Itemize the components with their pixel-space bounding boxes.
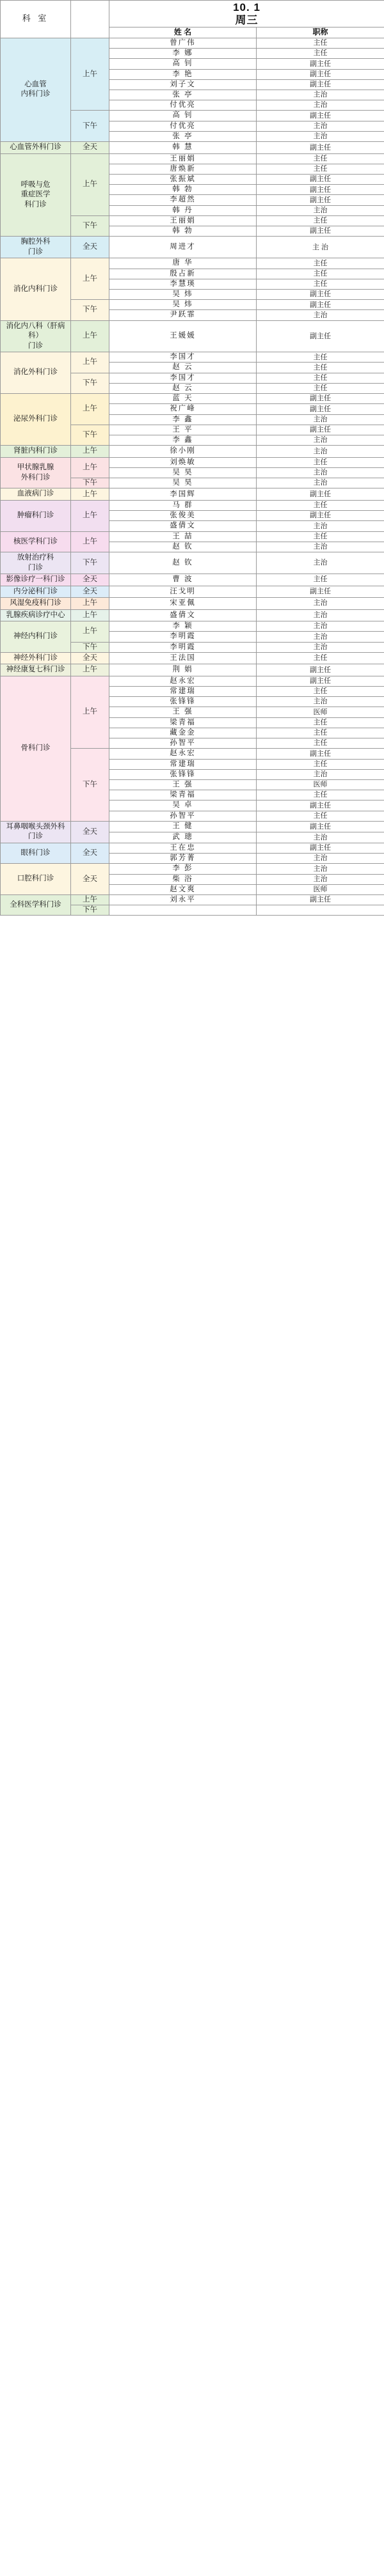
department-cell: 甲状腺乳腺 外科门诊	[1, 457, 71, 488]
header-title-col: 职称	[257, 27, 384, 38]
session-cell: 下午	[71, 215, 109, 236]
table-row	[1, 894, 384, 905]
doctor-name-cell: 王丽娟	[109, 215, 257, 226]
doctor-title-cell: 主治	[257, 205, 384, 215]
doctor-name-cell: 李 鑫	[109, 414, 257, 425]
department-cell: 胸腔外科 门诊	[1, 237, 71, 258]
table-row	[1, 320, 384, 352]
doctor-name-cell: 荆 娟	[109, 664, 257, 676]
doctor-name-cell: 郭芳菁	[109, 854, 257, 864]
session-cell: 下午	[71, 905, 109, 916]
table-row	[1, 258, 384, 269]
doctor-title-cell: 副主任	[257, 142, 384, 154]
session-cell: 上午	[71, 500, 109, 531]
doctor-title-cell: 主任	[257, 352, 384, 363]
doctor-name-cell: 李国才	[109, 373, 257, 383]
doctor-name-cell: 刘焕敏	[109, 457, 257, 467]
doctor-title-cell: 主治	[257, 90, 384, 100]
table-row	[1, 864, 384, 874]
header-session-spacer	[71, 1, 109, 38]
doctor-name-cell	[109, 905, 257, 916]
doctor-name-cell: 武 璁	[109, 832, 257, 843]
doctor-title-cell: 主任	[257, 728, 384, 738]
table-header-row	[1, 1, 384, 27]
doctor-name-cell: 梁青福	[109, 717, 257, 728]
department-cell: 放射治疗科 门诊	[1, 552, 71, 574]
doctor-name-cell: 王 喆	[109, 531, 257, 542]
doctor-name-cell: 赵 钦	[109, 542, 257, 552]
department-cell: 心血管 内科门诊	[1, 38, 71, 141]
doctor-title-cell: 主任	[257, 49, 384, 59]
session-cell: 上午	[71, 621, 109, 642]
doctor-title-cell: 主治	[257, 131, 384, 141]
doctor-name-cell: 盛倩文	[109, 609, 257, 621]
session-cell: 全天	[71, 574, 109, 586]
session-cell: 上午	[71, 457, 109, 478]
doctor-name-cell: 王 健	[109, 821, 257, 832]
doctor-name-cell: 常建瑞	[109, 686, 257, 696]
doctor-name-cell: 吴 昊	[109, 478, 257, 488]
doctor-name-cell: 刘永平	[109, 894, 257, 905]
doctor-title-cell: 主治	[257, 414, 384, 425]
department-cell: 口腔科门诊	[1, 864, 71, 895]
doctor-name-cell: 韩 勃	[109, 226, 257, 237]
doctor-name-cell: 韩 丹	[109, 205, 257, 215]
session-cell: 下午	[71, 373, 109, 393]
session-cell: 上午	[71, 352, 109, 373]
header-dept: 科 室	[1, 1, 71, 38]
doctor-title-cell: 主治	[257, 832, 384, 843]
doctor-name-cell: 王 平	[109, 425, 257, 435]
session-cell: 上午	[71, 894, 109, 905]
doctor-title-cell: 主任	[257, 164, 384, 174]
session-cell: 上午	[71, 320, 109, 352]
doctor-name-cell: 汪戈明	[109, 586, 257, 598]
table-row	[1, 586, 384, 598]
session-cell: 上午	[71, 488, 109, 501]
table-row	[1, 488, 384, 501]
doctor-title-cell: 主任	[257, 215, 384, 226]
doctor-title-cell: 副主任	[257, 111, 384, 121]
department-cell: 肿瘤科门诊	[1, 500, 71, 531]
table-row	[1, 843, 384, 853]
table-row	[1, 552, 384, 574]
doctor-title-cell: 主任	[257, 269, 384, 279]
doctor-title-cell: 主治	[257, 446, 384, 458]
doctor-name-cell: 曾广伟	[109, 38, 257, 48]
department-cell: 泌尿外科门诊	[1, 394, 71, 446]
doctor-title-cell: 副主任	[257, 664, 384, 676]
doctor-name-cell: 吴 昊	[109, 467, 257, 478]
table-row	[1, 237, 384, 258]
doctor-name-cell: 李国才	[109, 352, 257, 363]
session-cell: 上午	[71, 531, 109, 552]
doctor-name-cell: 唐 华	[109, 258, 257, 269]
doctor-name-cell: 赵文爽	[109, 884, 257, 894]
session-cell: 全天	[71, 864, 109, 895]
doctor-name-cell: 梁青福	[109, 790, 257, 800]
doctor-name-cell: 柴 浴	[109, 874, 257, 884]
doctor-title-cell: 主治	[257, 542, 384, 552]
doctor-title-cell: 主任	[257, 457, 384, 467]
doctor-title-cell: 主任	[257, 717, 384, 728]
table-row	[1, 142, 384, 154]
doctor-name-cell: 张俊美	[109, 511, 257, 521]
doctor-name-cell: 王 强	[109, 779, 257, 790]
doctor-title-cell: 主治	[257, 854, 384, 864]
doctor-title-cell: 副主任	[257, 195, 384, 205]
doctor-title-cell: 主治	[257, 521, 384, 531]
doctor-name-cell: 吴 炜	[109, 290, 257, 300]
session-cell: 下午	[71, 425, 109, 445]
table-row	[1, 609, 384, 621]
doctor-title-cell: 主任	[257, 652, 384, 664]
department-cell: 骨科门诊	[1, 676, 71, 821]
table-row	[1, 394, 384, 404]
doctor-title-cell: 主任	[257, 738, 384, 749]
session-cell: 上午	[71, 153, 109, 215]
table-row	[1, 574, 384, 586]
doctor-title-cell: 主治	[257, 552, 384, 574]
doctor-title-cell: 主任	[257, 686, 384, 696]
department-cell: 内分泌科门诊	[1, 586, 71, 598]
session-cell: 全天	[71, 652, 109, 664]
doctor-title-cell: 主任	[257, 363, 384, 373]
department-cell: 呼吸与危 重症医学 科门诊	[1, 153, 71, 237]
doctor-title-cell: 主治	[257, 697, 384, 707]
doctor-name-cell: 王在忠	[109, 843, 257, 853]
doctor-name-cell: 李国辉	[109, 488, 257, 501]
doctor-title-cell: 副主任	[257, 300, 384, 310]
doctor-name-cell: 张 亭	[109, 90, 257, 100]
doctor-name-cell: 盛倩文	[109, 521, 257, 531]
doctor-name-cell: 王丽娟	[109, 153, 257, 164]
doctor-title-cell: 主治	[257, 478, 384, 488]
doctor-name-cell: 王法国	[109, 652, 257, 664]
department-cell: 乳腺疾病诊疗中心	[1, 609, 71, 621]
table-row	[1, 821, 384, 832]
doctor-title-cell: 主任	[257, 790, 384, 800]
session-cell: 上午	[71, 676, 109, 749]
department-cell: 全科医学科门诊	[1, 894, 71, 915]
doctor-title-cell: 主治	[257, 874, 384, 884]
doctor-title-cell: 主任	[257, 500, 384, 510]
department-cell: 风湿免疫科门诊	[1, 598, 71, 610]
doctor-title-cell: 主治	[257, 609, 384, 621]
doctor-name-cell: 李超然	[109, 195, 257, 205]
table-row	[1, 664, 384, 676]
doctor-title-cell: 主治	[257, 435, 384, 445]
doctor-name-cell: 李 彭	[109, 864, 257, 874]
doctor-title-cell: 副主任	[257, 676, 384, 686]
department-cell: 耳鼻咽喉头颈外科 门诊	[1, 821, 71, 843]
header-name-col: 姓 名	[109, 27, 257, 38]
doctor-title-cell: 主治	[257, 621, 384, 632]
department-cell: 心血管外科门诊	[1, 142, 71, 154]
header-weekday-text: 周三	[235, 13, 259, 26]
table-row	[1, 352, 384, 363]
doctor-name-cell: 高 钊	[109, 59, 257, 69]
doctor-name-cell: 尹跃霏	[109, 310, 257, 320]
table-row	[1, 446, 384, 458]
doctor-title-cell: 主治	[257, 642, 384, 652]
session-cell: 下午	[71, 300, 109, 320]
doctor-name-cell: 王 强	[109, 707, 257, 717]
doctor-title-cell: 主治	[257, 467, 384, 478]
doctor-title-cell: 主治	[257, 100, 384, 111]
session-cell: 下午	[71, 749, 109, 822]
doctor-name-cell: 赵永宏	[109, 749, 257, 759]
doctor-name-cell: 赵 云	[109, 383, 257, 393]
doctor-name-cell: 周进才	[109, 237, 257, 258]
doctor-title-cell: 主任	[257, 759, 384, 769]
table-row	[1, 457, 384, 467]
session-cell: 下午	[71, 552, 109, 574]
doctor-name-cell: 李明霞	[109, 632, 257, 642]
doctor-name-cell: 宋亚佩	[109, 598, 257, 610]
session-cell: 上午	[71, 394, 109, 425]
doctor-name-cell: 赵 钦	[109, 552, 257, 574]
session-cell: 上午	[71, 446, 109, 458]
doctor-title-cell: 副主任	[257, 488, 384, 501]
session-cell: 上午	[71, 598, 109, 610]
doctor-name-cell: 曹 波	[109, 574, 257, 586]
header-date	[109, 1, 384, 27]
doctor-name-cell: 蓝 天	[109, 394, 257, 404]
doctor-name-cell: 李慧瑛	[109, 279, 257, 289]
doctor-name-cell: 高 钊	[109, 111, 257, 121]
doctor-name-cell: 刘子文	[109, 79, 257, 90]
doctor-title-cell: 副主任	[257, 185, 384, 195]
doctor-title-cell: 主任	[257, 279, 384, 289]
doctor-title-cell: 主任	[257, 153, 384, 164]
department-cell: 血液病门诊	[1, 488, 71, 501]
session-cell: 下午	[71, 111, 109, 142]
doctor-title-cell: 副主任	[257, 511, 384, 521]
doctor-name-cell: 付优亮	[109, 121, 257, 131]
doctor-name-cell: 赵 云	[109, 363, 257, 373]
doctor-title-cell: 主治	[257, 632, 384, 642]
doctor-name-cell: 藏金金	[109, 728, 257, 738]
doctor-name-cell: 付优亮	[109, 100, 257, 111]
doctor-title-cell: 主治	[257, 121, 384, 131]
session-cell: 全天	[71, 843, 109, 863]
doctor-title-cell: 副主任	[257, 320, 384, 352]
doctor-title-cell: 副主任	[257, 800, 384, 811]
doctor-title-cell: 副主任	[257, 175, 384, 185]
session-cell: 上午	[71, 609, 109, 621]
doctor-title-cell: 主 治	[257, 237, 384, 258]
doctor-name-cell: 徐小刚	[109, 446, 257, 458]
doctor-name-cell: 吴 炜	[109, 300, 257, 310]
doctor-title-cell: 医师	[257, 707, 384, 717]
department-cell: 神经外科门诊	[1, 652, 71, 664]
table-row	[1, 621, 384, 632]
table-row	[1, 676, 384, 686]
department-cell: 消化内科门诊	[1, 258, 71, 320]
doctor-title-cell: 主任	[257, 383, 384, 393]
session-cell: 上午	[71, 664, 109, 676]
doctor-title-cell: 副主任	[257, 425, 384, 435]
doctor-name-cell: 赵永宏	[109, 676, 257, 686]
doctor-name-cell: 李 颖	[109, 621, 257, 632]
doctor-title-cell: 主任	[257, 811, 384, 821]
doctor-name-cell: 孙智平	[109, 738, 257, 749]
doctor-name-cell: 唐焕新	[109, 164, 257, 174]
doctor-title-cell: 副主任	[257, 79, 384, 90]
doctor-name-cell: 孙智平	[109, 811, 257, 821]
table-row	[1, 38, 384, 48]
doctor-name-cell: 王媛媛	[109, 320, 257, 352]
schedule-sheet	[0, 0, 384, 916]
session-cell: 全天	[71, 586, 109, 598]
doctor-title-cell: 主任	[257, 373, 384, 383]
doctor-name-cell: 吴 卓	[109, 800, 257, 811]
department-cell: 神经康复七科门诊	[1, 664, 71, 676]
doctor-name-cell: 马 群	[109, 500, 257, 510]
table-row	[1, 652, 384, 664]
doctor-title-cell: 副主任	[257, 843, 384, 853]
doctor-title-cell: 主任	[257, 574, 384, 586]
doctor-title-cell: 副主任	[257, 59, 384, 69]
doctor-title-cell: 副主任	[257, 394, 384, 404]
doctor-title-cell: 副主任	[257, 226, 384, 237]
doctor-name-cell: 李 娜	[109, 49, 257, 59]
doctor-title-cell: 主治	[257, 310, 384, 320]
department-cell: 肾脏内科门诊	[1, 446, 71, 458]
doctor-title-cell: 副主任	[257, 404, 384, 414]
session-cell: 上午	[71, 258, 109, 300]
doctor-name-cell: 韩 勃	[109, 185, 257, 195]
department-cell: 眼科门诊	[1, 843, 71, 863]
department-cell: 核医学科门诊	[1, 531, 71, 552]
session-cell: 全天	[71, 821, 109, 843]
doctor-title-cell: 主治	[257, 598, 384, 610]
doctor-name-cell: 张 亭	[109, 131, 257, 141]
session-cell: 下午	[71, 478, 109, 488]
doctor-title-cell: 主任	[257, 258, 384, 269]
doctor-name-cell: 李明霞	[109, 642, 257, 652]
doctor-title-cell: 主治	[257, 769, 384, 779]
doctor-title-cell: 副主任	[257, 586, 384, 598]
table-row	[1, 598, 384, 610]
doctor-title-cell: 主任	[257, 531, 384, 542]
doctor-title-cell: 主治	[257, 864, 384, 874]
department-cell: 消化内八科（肝病科） 门诊	[1, 320, 71, 352]
session-cell: 全天	[71, 237, 109, 258]
doctor-name-cell: 殷占新	[109, 269, 257, 279]
doctor-title-cell: 副主任	[257, 749, 384, 759]
header-date-text: 10. 1	[233, 1, 260, 13]
table-row	[1, 500, 384, 510]
doctor-title-cell: 副主任	[257, 290, 384, 300]
doctor-name-cell: 李 鑫	[109, 435, 257, 445]
doctor-name-cell: 张振斌	[109, 175, 257, 185]
table-row	[1, 531, 384, 542]
department-cell: 消化外科门诊	[1, 352, 71, 394]
doctor-name-cell: 张锋锋	[109, 697, 257, 707]
doctor-title-cell: 副主任	[257, 69, 384, 79]
doctor-name-cell: 张锋锋	[109, 769, 257, 779]
outpatient-schedule-table	[0, 0, 384, 916]
doctor-title-cell: 副主任	[257, 894, 384, 905]
session-cell: 全天	[71, 142, 109, 154]
doctor-name-cell: 李 艳	[109, 69, 257, 79]
doctor-title-cell: 副主任	[257, 821, 384, 832]
table-row	[1, 153, 384, 164]
department-cell: 影像诊疗一科门诊	[1, 574, 71, 586]
doctor-title-cell: 医师	[257, 779, 384, 790]
doctor-name-cell: 韩 慧	[109, 142, 257, 154]
doctor-title-cell	[257, 905, 384, 916]
doctor-name-cell: 祝广峰	[109, 404, 257, 414]
doctor-name-cell: 常建瑞	[109, 759, 257, 769]
doctor-title-cell: 主任	[257, 38, 384, 48]
department-cell: 神经内科门诊	[1, 621, 71, 653]
doctor-title-cell: 医师	[257, 884, 384, 894]
session-cell: 下午	[71, 642, 109, 652]
session-cell: 上午	[71, 38, 109, 111]
